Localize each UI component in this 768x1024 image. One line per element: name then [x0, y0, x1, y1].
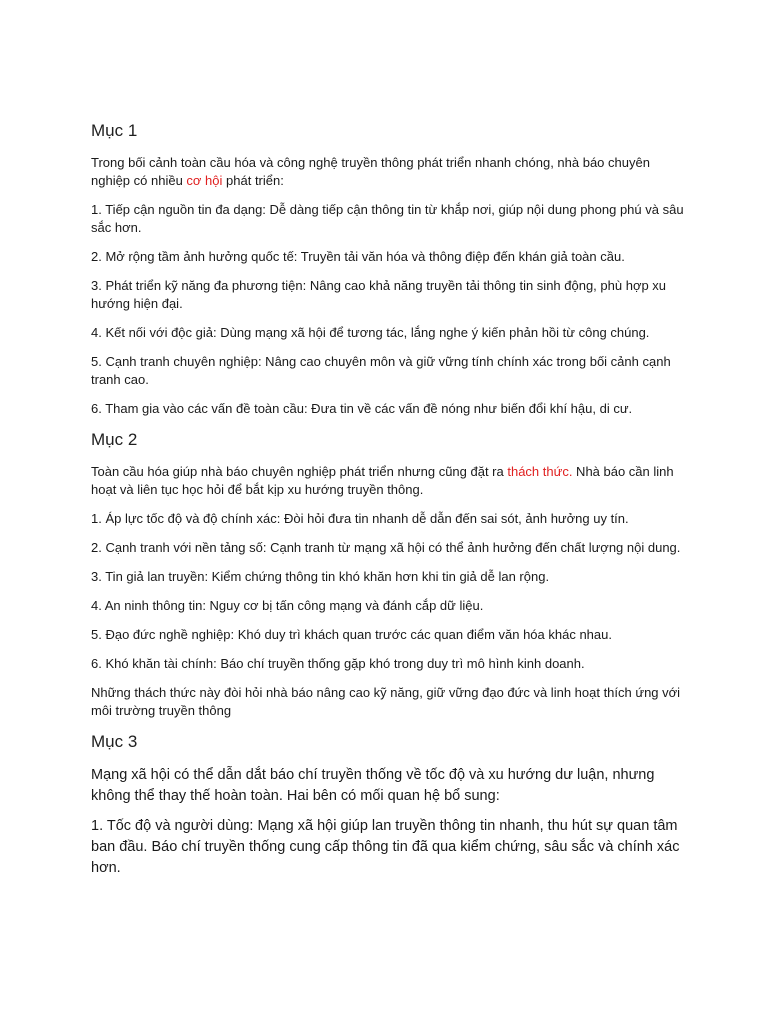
- section-1-item-4: 4. Kết nối với độc giả: Dùng mạng xã hội để tương tác, lắng nghe ý kiến phản hồi từ công chúng.: [91, 325, 650, 340]
- section-1: [91, 120, 691, 418]
- section-1-item-3: 3. Phát triển kỹ năng đa phương tiện: Nâng cao khả năng truyền tải thông tin sinh động, phù hợp xu hướng hiện đại.: [91, 278, 667, 311]
- section-1-item-5: 5. Cạnh tranh chuyên nghiệp: Nâng cao chuyên môn và giữ vững tính chính xác trong bối cảnh cạnh tranh cao.: [91, 354, 671, 387]
- section-2-item-2: 2. Cạnh tranh với nền tảng số: Cạnh tranh từ mạng xã hội có thể ảnh hưởng đến chất lượng nội dung.: [91, 540, 681, 555]
- section-1-item-6: 6. Tham gia vào các vấn đề toàn cầu: Đưa tin về các vấn đề nóng như biến đổi khí hậu, di cư.: [91, 401, 633, 416]
- section-2-heading: Mục 2: [91, 430, 138, 449]
- section-2-intro-end: Nhà báo cần linh hoạt và liên tục học hỏi để bắt kịp xu hướng truyền thông.: [91, 464, 674, 497]
- section-1-item-2: 2. Mở rộng tầm ảnh hưởng quốc tế: Truyền tải văn hóa và thông điệp đến khán giả toàn cầu.: [91, 249, 625, 264]
- section-2-item-3: 3. Tin giả lan truyền: Kiểm chứng thông tin khó khăn hơn khi tin giả dễ lan rộng.: [91, 569, 550, 584]
- section-2: [91, 429, 691, 720]
- section-2-item-1: 1. Áp lực tốc độ và độ chính xác: Đòi hỏi đưa tin nhanh dễ dẫn đến sai sót, ảnh hưởng uy tín.: [91, 511, 629, 526]
- section-2-item-5: 5. Đạo đức nghề nghiệp: Khó duy trì khách quan trước các quan điểm văn hóa khác nhau.: [91, 627, 612, 642]
- section-3-intro: Mạng xã hội có thể dẫn dắt báo chí truyền thống về tốc độ và xu hướng dư luận, nhưng không thể thay thế hoàn toàn. Hai bên có mối quan hệ bổ sung:: [91, 767, 655, 804]
- section-3-heading: Mục 3: [91, 732, 138, 751]
- section-1-intro: [91, 154, 691, 190]
- section-1-highlight: cơ hội: [186, 173, 223, 188]
- section-3: [91, 731, 691, 879]
- section-1-item-1: 1. Tiếp cận nguồn tin đa dạng: Dễ dàng tiếp cận thông tin từ khắp nơi, giúp nội dung phong phú và sâu sắc hơn.: [91, 202, 684, 235]
- section-2-highlight: thách thức.: [507, 464, 573, 479]
- section-1-intro-end: phát triển:: [222, 173, 284, 188]
- section-3-item-1: 1. Tốc độ và người dùng: Mạng xã hội giúp lan truyền thông tin nhanh, thu hút sự quan tâm ban đầu. Báo chí truyền thống cung cấp thông tin đã qua kiểm chứng, sâu sắc và chính xác hơn.: [91, 818, 680, 876]
- section-1-intro-text: Trong bối cảnh toàn cầu hóa và công nghệ truyền thông phát triển nhanh chóng, nhà báo chuyên nghiệp có nhiều: [91, 155, 650, 188]
- section-2-item-6: 6. Khó khăn tài chính: Báo chí truyền thống gặp khó trong duy trì mô hình kinh doanh.: [91, 656, 585, 671]
- document-page: [91, 120, 691, 888]
- section-2-intro-text: Toàn cầu hóa giúp nhà báo chuyên nghiệp phát triển nhưng cũng đặt ra: [91, 464, 508, 479]
- section-2-intro: [91, 463, 691, 499]
- section-2-conclusion: Những thách thức này đòi hỏi nhà báo nâng cao kỹ năng, giữ vững đạo đức và linh hoạt thích ứng với môi trường truyền thông: [91, 685, 681, 718]
- section-2-item-4: 4. An ninh thông tin: Nguy cơ bị tấn công mạng và đánh cắp dữ liệu.: [91, 598, 484, 613]
- section-1-heading: Mục 1: [91, 121, 138, 140]
